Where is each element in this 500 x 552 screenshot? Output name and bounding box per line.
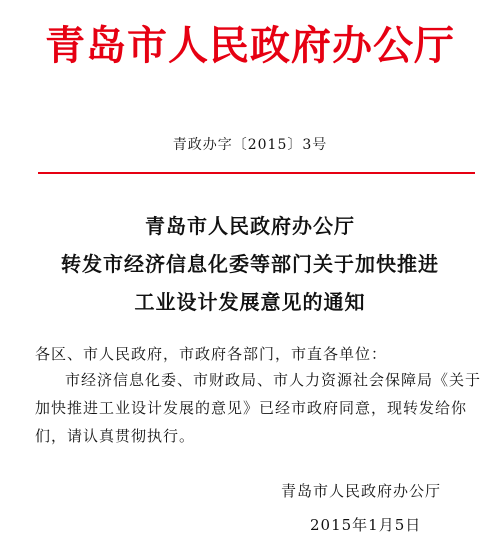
red-separator-rule bbox=[38, 172, 475, 174]
notice-title-line-1: 青岛市人民政府办公厅 bbox=[145, 214, 355, 238]
notice-title-line-3: 工业设计发展意见的通知 bbox=[134, 290, 366, 314]
recipient-salutation: 各区、市人民政府，市政府各部门，市直各单位： bbox=[35, 345, 388, 363]
body-paragraph-line-1: 市经济信息化委、市财政局、市人力资源社会保障局《关于 bbox=[65, 371, 482, 389]
issue-date: 2015年1月5日 bbox=[310, 516, 422, 534]
document-masthead: 青岛市人民政府办公厅 bbox=[45, 22, 455, 69]
document-number: 青政办字〔2015〕3号 bbox=[172, 137, 328, 153]
body-paragraph-line-3: 们，请认真贯彻执行。 bbox=[35, 427, 196, 445]
issuing-office-signature: 青岛市人民政府办公厅 bbox=[281, 482, 442, 500]
notice-title-line-2: 转发市经济信息化委等部门关于加快推进 bbox=[61, 252, 439, 276]
body-paragraph-line-2: 加快推进工业设计发展的意见》已经市政府同意，现转发给你 bbox=[35, 399, 468, 417]
